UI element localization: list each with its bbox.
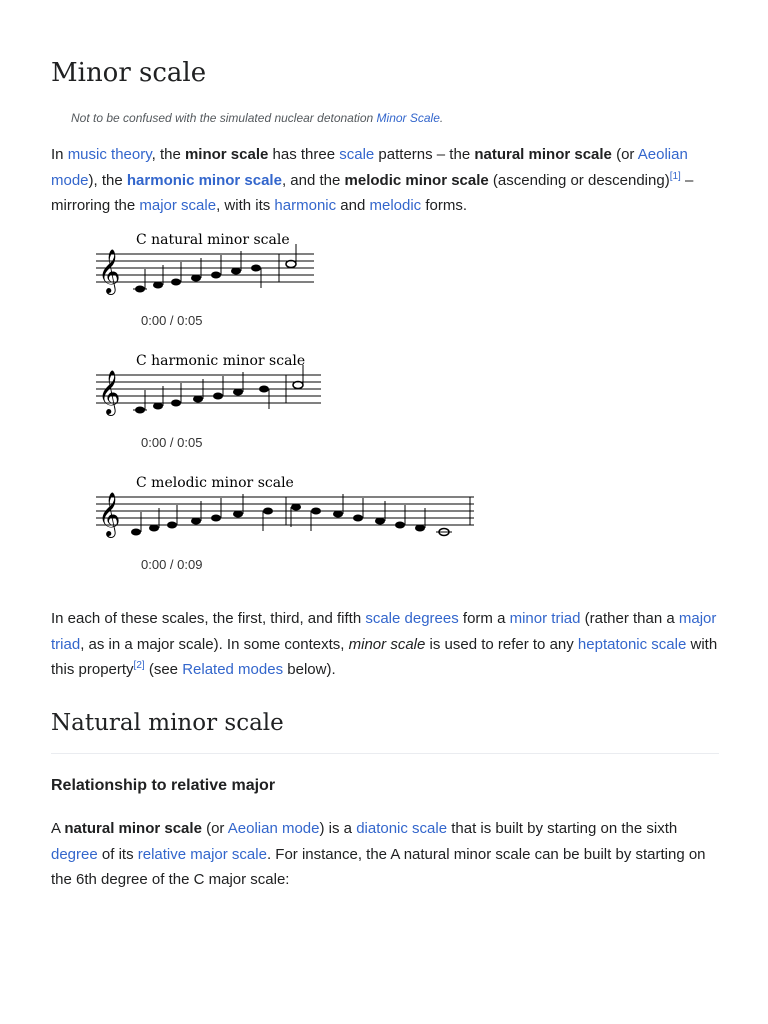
text: ) is a <box>319 820 357 837</box>
score-harmonic-minor <box>96 353 336 423</box>
link-harmonic[interactable]: harmonic <box>274 197 337 214</box>
score-label: C melodic minor scale <box>136 475 294 491</box>
svg-text:𝄞: 𝄞 <box>98 492 121 536</box>
link-major-triad[interactable]: major triad <box>51 610 717 653</box>
hatnote-link[interactable]: Minor Scale <box>376 111 440 125</box>
relative-major-paragraph <box>51 816 719 893</box>
score-label: C harmonic minor scale <box>136 353 306 369</box>
text: with this property <box>51 635 718 678</box>
text: and <box>336 197 370 214</box>
hatnote-end: . <box>439 111 444 125</box>
link-relative-major-scale[interactable]: relative major scale <box>137 845 267 863</box>
text: (ascending or descending) <box>488 171 670 189</box>
score-label: C natural minor scale <box>136 232 290 248</box>
text: , the <box>151 146 185 163</box>
text: forms. <box>421 197 468 214</box>
hatnote <box>71 111 443 125</box>
text: (see <box>144 661 183 678</box>
text: has three <box>268 146 340 163</box>
score-natural-minor <box>96 232 326 302</box>
text: (or <box>201 820 228 837</box>
text: (or <box>611 146 638 163</box>
text: is used to refer to any <box>425 635 578 653</box>
text: , with its <box>216 197 275 214</box>
text: In each of these scales, the first, third, and fifth <box>51 610 366 627</box>
page-title: Minor scale <box>51 58 207 88</box>
score-melodic-minor <box>96 475 486 545</box>
svg-text:𝄞: 𝄞 <box>98 370 121 414</box>
link-harmonic-minor-scale[interactable]: harmonic minor scale <box>126 171 282 189</box>
text: ), the <box>88 171 127 189</box>
text: (rather than a <box>580 610 679 627</box>
link-diatonic-scale[interactable]: diatonic scale <box>356 820 448 837</box>
section-divider <box>51 753 719 754</box>
hatnote-text: Not to be confused with the simulated nuclear detonation <box>71 111 377 125</box>
bold-natural-minor-scale: natural minor scale <box>64 820 202 837</box>
section-title: Natural minor scale <box>51 710 284 736</box>
link-scale[interactable]: scale <box>339 146 375 163</box>
bold-melodic-minor: melodic minor scale <box>344 171 489 189</box>
text: form a <box>458 610 510 627</box>
link-melodic[interactable]: melodic <box>369 197 422 214</box>
degrees-paragraph <box>51 606 719 683</box>
intro-paragraph <box>51 142 719 219</box>
bold-natural-minor: natural minor scale <box>474 146 612 163</box>
text: patterns – the <box>374 146 475 163</box>
text: of its <box>97 845 138 863</box>
link-music-theory[interactable]: music theory <box>67 146 152 163</box>
text: – mirroring the <box>51 171 694 214</box>
link-major-scale[interactable]: major scale <box>139 197 217 214</box>
bold-minor-scale: minor scale <box>184 146 269 163</box>
link-heptatonic-scale[interactable]: heptatonic scale <box>577 635 687 653</box>
link-degree[interactable]: degree <box>51 845 98 863</box>
italic-minor-scale: minor scale <box>348 635 426 653</box>
audio-time[interactable]: 0:00 / 0:05 <box>141 435 203 450</box>
text: . For instance, the A natural minor scale can be built by starting on the 6th degree of the C major scale: <box>51 845 706 888</box>
link-aeolian-mode[interactable]: Aeolian mode <box>51 146 688 189</box>
reference-1[interactable]: [1] <box>669 170 681 182</box>
text: In <box>51 146 68 163</box>
link-scale-degrees[interactable]: scale degrees <box>365 610 459 627</box>
reference-2[interactable]: [2] <box>133 660 145 671</box>
link-aeolian-mode[interactable]: Aeolian mode <box>227 820 320 837</box>
subsection-title: Relationship to relative major <box>51 777 276 794</box>
staff-notation <box>96 475 486 545</box>
text: , as in a major scale). In some contexts, <box>80 635 349 653</box>
text: below). <box>283 661 336 678</box>
audio-time[interactable]: 0:00 / 0:09 <box>141 557 203 572</box>
audio-time[interactable]: 0:00 / 0:05 <box>141 313 203 328</box>
text: that is built by starting on the sixth <box>447 820 678 837</box>
link-minor-triad[interactable]: minor triad <box>509 610 581 627</box>
text: A <box>51 820 65 837</box>
link-related-modes[interactable]: Related modes <box>182 661 284 678</box>
text: , and the <box>281 171 345 189</box>
svg-text:𝄞: 𝄞 <box>98 249 121 293</box>
staff-notation <box>96 232 326 302</box>
staff-notation <box>96 353 336 423</box>
